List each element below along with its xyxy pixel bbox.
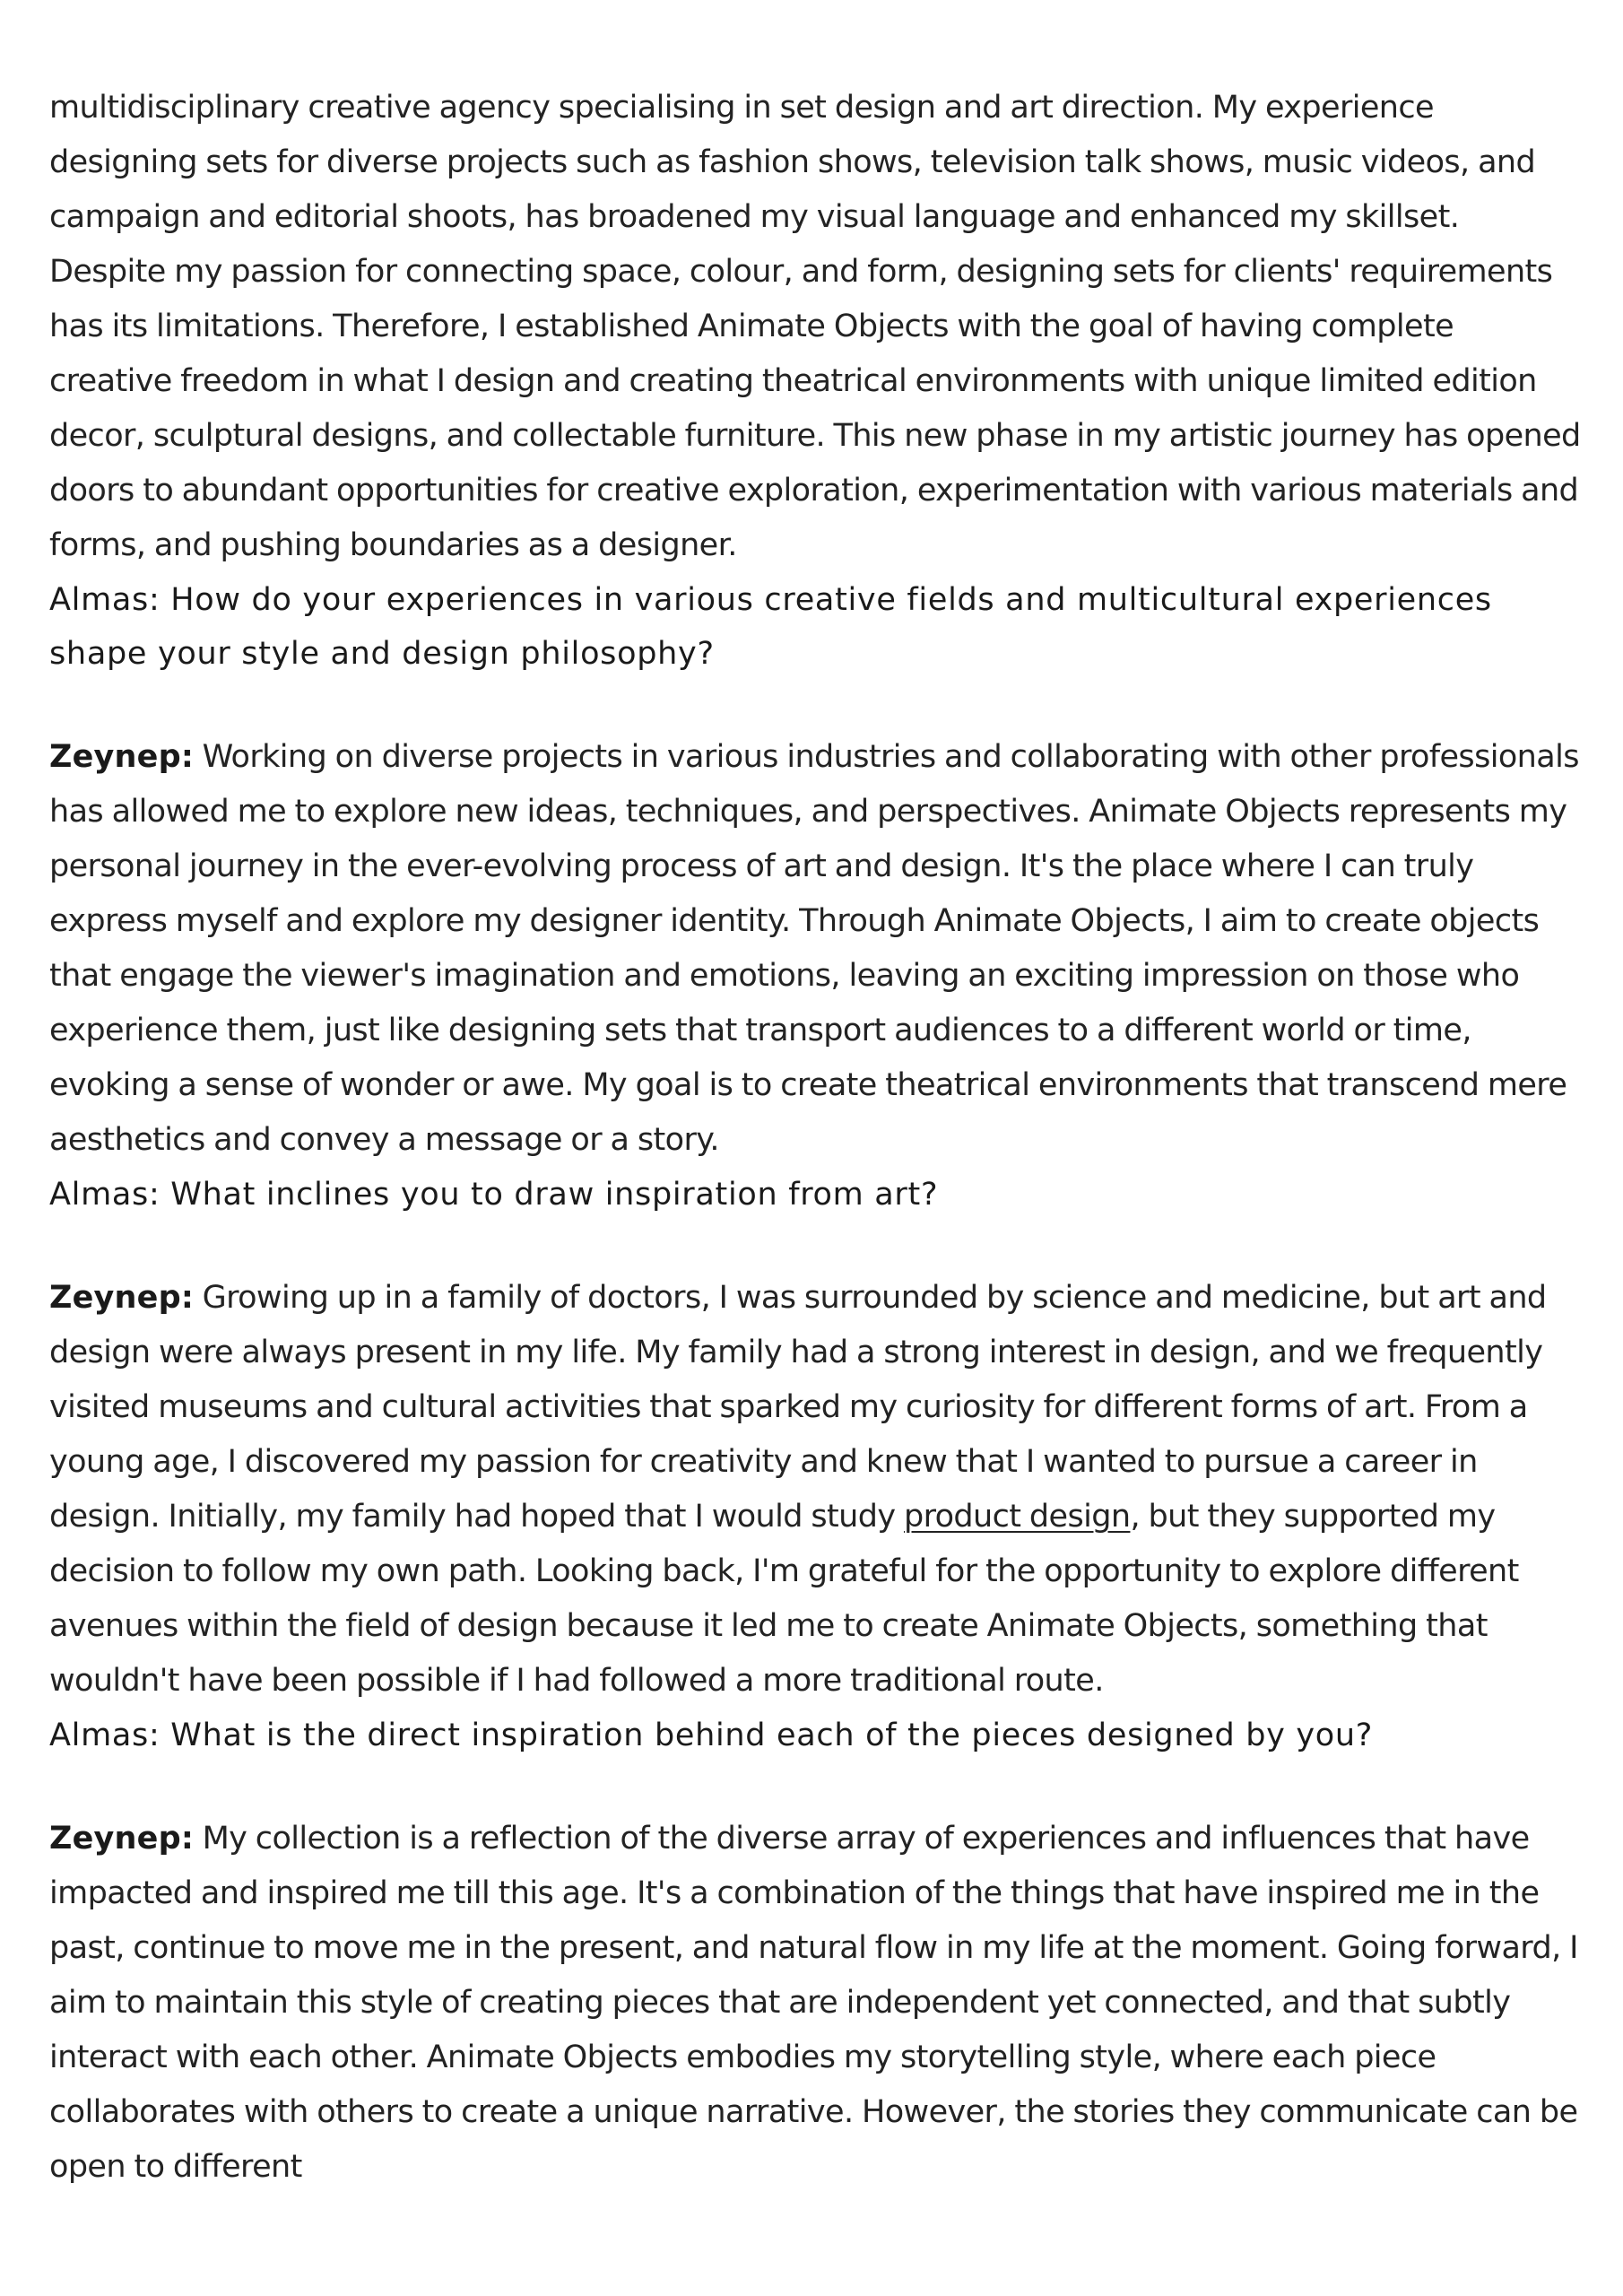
speaker-label: Zeynep: (49, 739, 195, 775)
intro-paragraph: multidisciplinary creative agency specialising in set design and art direction. My experience designing sets for diverse projects such as fashion shows, television talk shows, music videos, and campaign and editorial shoots, has broadened my visual language and enhanced my skillset. Despite my passion for connecting space, colour, and form, designing sets for clients' requirements has its limitations. Therefore, I established Animate Objects with the goal of having complete creative freedom in what I design and creating theatrical environments with unique limited edition decor, sculptural designs, and collectable furniture. This new phase in my artistic journey has opened doors to abundant opportunities for creative exploration, experimentation with various materials and forms, and pushing boundaries as a designer. (49, 90, 1581, 563)
answer-pieces-inspiration (49, 1812, 1583, 2195)
answer-text: My collection is a reflection of the diverse array of experiences and influences that have impacted and inspired me till this age. It's a combination of the things that have inspired me in the past, continue to move me in the present, and natural flow in my life at the moment. Going forward, I aim to maintain this style of creating pieces that are independent yet connected, and that subtly interact with each other. Animate Objects embodies my storytelling style, where each piece collaborates with others to create a unique narrative. However, the stories they communicate can be open to different (49, 1821, 1578, 2185)
interview-article (49, 81, 1583, 2195)
answer-style-philosophy (49, 730, 1583, 1168)
question-style-philosophy: Almas: How do your experiences in various creative fields and multicultural experiences shape your style and design philosophy? (49, 582, 1492, 672)
answer-art-inspiration (49, 1271, 1583, 1709)
answer-text-after-link: , but they supported my decision to follow my own path. Looking back, I'm grateful for the opportunity to explore different avenues within the field of design because it led me to create Animate Objects, something that wouldn't have been possible if I had followed a more traditional route. (49, 1499, 1519, 1699)
question-art-inspiration: Almas: What inclines you to draw inspiration from art? (49, 1177, 939, 1213)
answer-text-before-link: Growing up in a family of doctors, I was surrounded by science and medicine, but art and design were always present in my life. My family had a strong interest in design, and we frequently visited museums and cultural activities that sparked my curiosity for different forms of art. From a young age, I discovered my passion for creativity and knew that I wanted to pursue a career in design. Initially, my family had hoped that I would study (49, 1280, 1547, 1535)
question-pieces-inspiration: Almas: What is the direct inspiration behind each of the pieces designed by you? (49, 1718, 1374, 1753)
speaker-label: Zeynep: (49, 1821, 195, 1857)
speaker-label: Zeynep: (49, 1280, 195, 1316)
answer-text: Working on diverse projects in various industries and collaborating with other professionals has allowed me to explore new ideas, techniques, and perspectives. Animate Objects represents my personal journey in the ever-evolving process of art and design. It's the place where I can truly express myself and explore my designer identity. Through Animate Objects, I aim to create objects that engage the viewer's imagination and emotions, leaving an exciting impression on those who experience them, just like designing sets that transport audiences to a different world or time, evoking a sense of wonder or awe. My goal is to create theatrical environments that transcend mere aesthetics and convey a message or a story. (49, 739, 1579, 1158)
product-design-link[interactable]: product design (903, 1499, 1131, 1535)
